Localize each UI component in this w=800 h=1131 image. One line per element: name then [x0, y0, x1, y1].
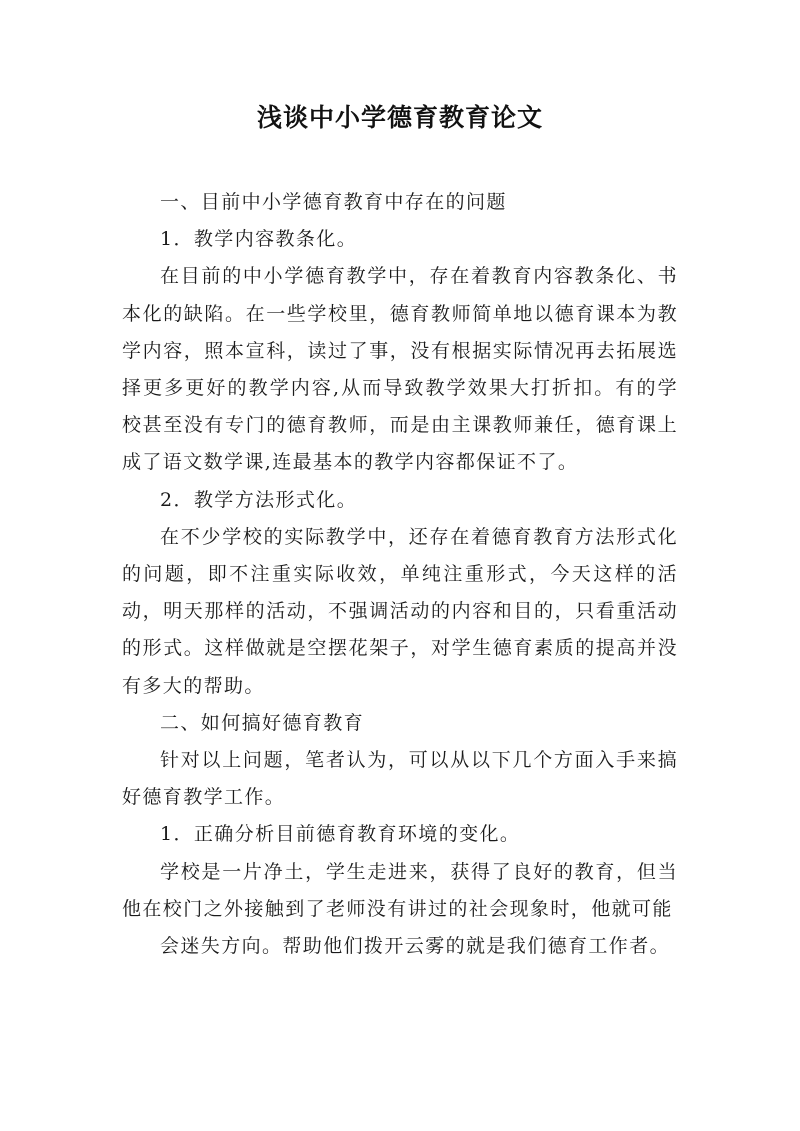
paragraph-content-dogmatic: 在目前的中小学德育教学中，存在着教育内容教条化、书本化的缺陷。在一些学校里，德育教师简单地以德育课本为教学内容，照本宣科，读过了事，没有根据实际情况再去拓展选择更多更好的教学内容,从而导致教学效果大打折扣。有的学校甚至没有专门的德育教师，而是由主课教师兼任，德育课上成了语文数学课,连最基本的教学内容都保证不了。 [122, 265, 678, 474]
paragraph-environment-continued: 会迷失方向。帮助他们拨开云雾的就是我们德育工作者。 [160, 935, 671, 958]
paragraph-method-formalized: 在不少学校的实际教学中，还存在着德育教育方法形式化的问题，即不注重实际收效，单纯注重形式，今天这样的活动，明天那样的活动，不强调活动的内容和目的，只看重活动的形式。这样做就是空摆花架子，对学生德育素质的提高并没有多大的帮助。 [122, 525, 678, 697]
document-body [122, 184, 678, 965]
section-heading-solutions: 二、如何搞好德育教育 [160, 711, 365, 734]
section-heading-problems: 一、目前中小学德育教育中存在的问题 [160, 191, 507, 213]
document-title: 浅谈中小学德育教育论文 [256, 103, 543, 132]
subheading-environment-analysis: 1．正确分析目前德育教育环境的变化。 [160, 823, 521, 846]
paragraph-solutions-intro: 针对以上问题，笔者认为，可以从以下几个方面入手来搞好德育教学工作。 [122, 749, 678, 809]
subheading-method-formalized: 2．教学方法形式化。 [160, 488, 358, 511]
paragraph-environment-analysis: 学校是一片净土，学生走进来，获得了良好的教育，但当他在校门之外接触到了老师没有讲过的社会现象时，他就可能 [122, 860, 678, 920]
subheading-content-dogmatic: 1．教学内容教条化。 [160, 228, 358, 251]
